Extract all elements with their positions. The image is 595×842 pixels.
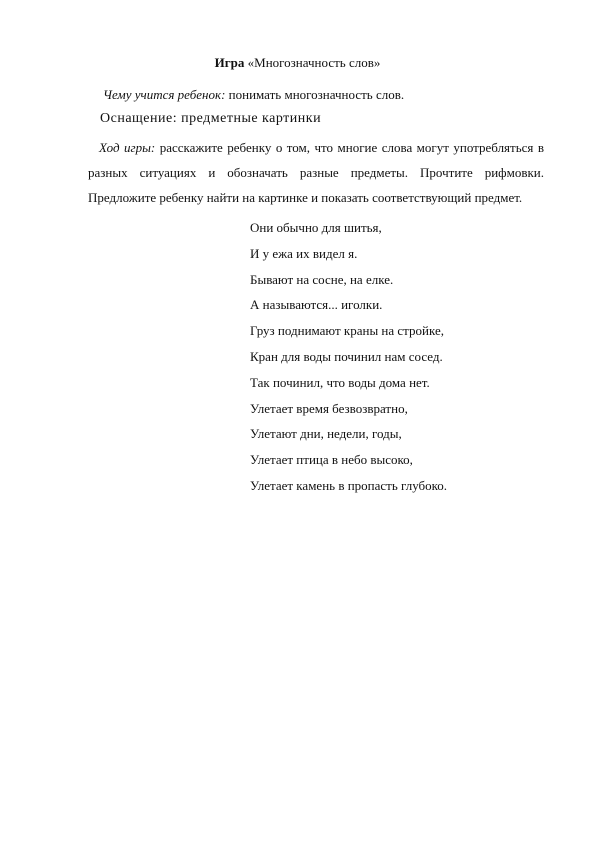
goal-line (103, 87, 404, 103)
poem-line: Они обычно для шитья, (250, 220, 382, 235)
poem-line: Улетают дни, недели, годы, (250, 426, 402, 442)
poem-line: Кран для воды починил нам сосед. (250, 348, 443, 364)
equipment-line: Оснащение: предметные картинки (100, 111, 322, 126)
poem-line: Улетает камень в пропасть глубоко. (250, 477, 448, 493)
poem-line: Улетает птица в небо высоко, (250, 452, 413, 468)
procedure-paragraph (88, 135, 544, 210)
page-title (0, 55, 595, 71)
poem-line: Улетает время безвозвратно, (250, 400, 408, 416)
poem (250, 215, 447, 499)
procedure-label: Ход игры: (99, 140, 156, 155)
procedure-text: расскажите ребенку о том, что многие слова могут употребляться в разных ситуациях и обозначать разные предметы. Прочтите рифмовки. Предложите ребенку найти на картинке и показать соответствующий предмет. (88, 140, 544, 205)
poem-line: А называются... иголки. (250, 297, 383, 313)
goal-text: понимать многозначность слов. (225, 87, 405, 102)
poem-line: Бывают на сосне, на елке. (250, 271, 394, 287)
title-rest: «Многозначность слов» (244, 55, 381, 70)
title-bold: Игра (214, 55, 245, 70)
poem-line: Так починил, что воды дома нет. (250, 374, 430, 390)
poem-line: Груз поднимают краны на стройке, (250, 323, 444, 339)
poem-line: И у ежа их видел я. (250, 245, 358, 261)
goal-label: Чему учится ребенок: (103, 87, 226, 102)
